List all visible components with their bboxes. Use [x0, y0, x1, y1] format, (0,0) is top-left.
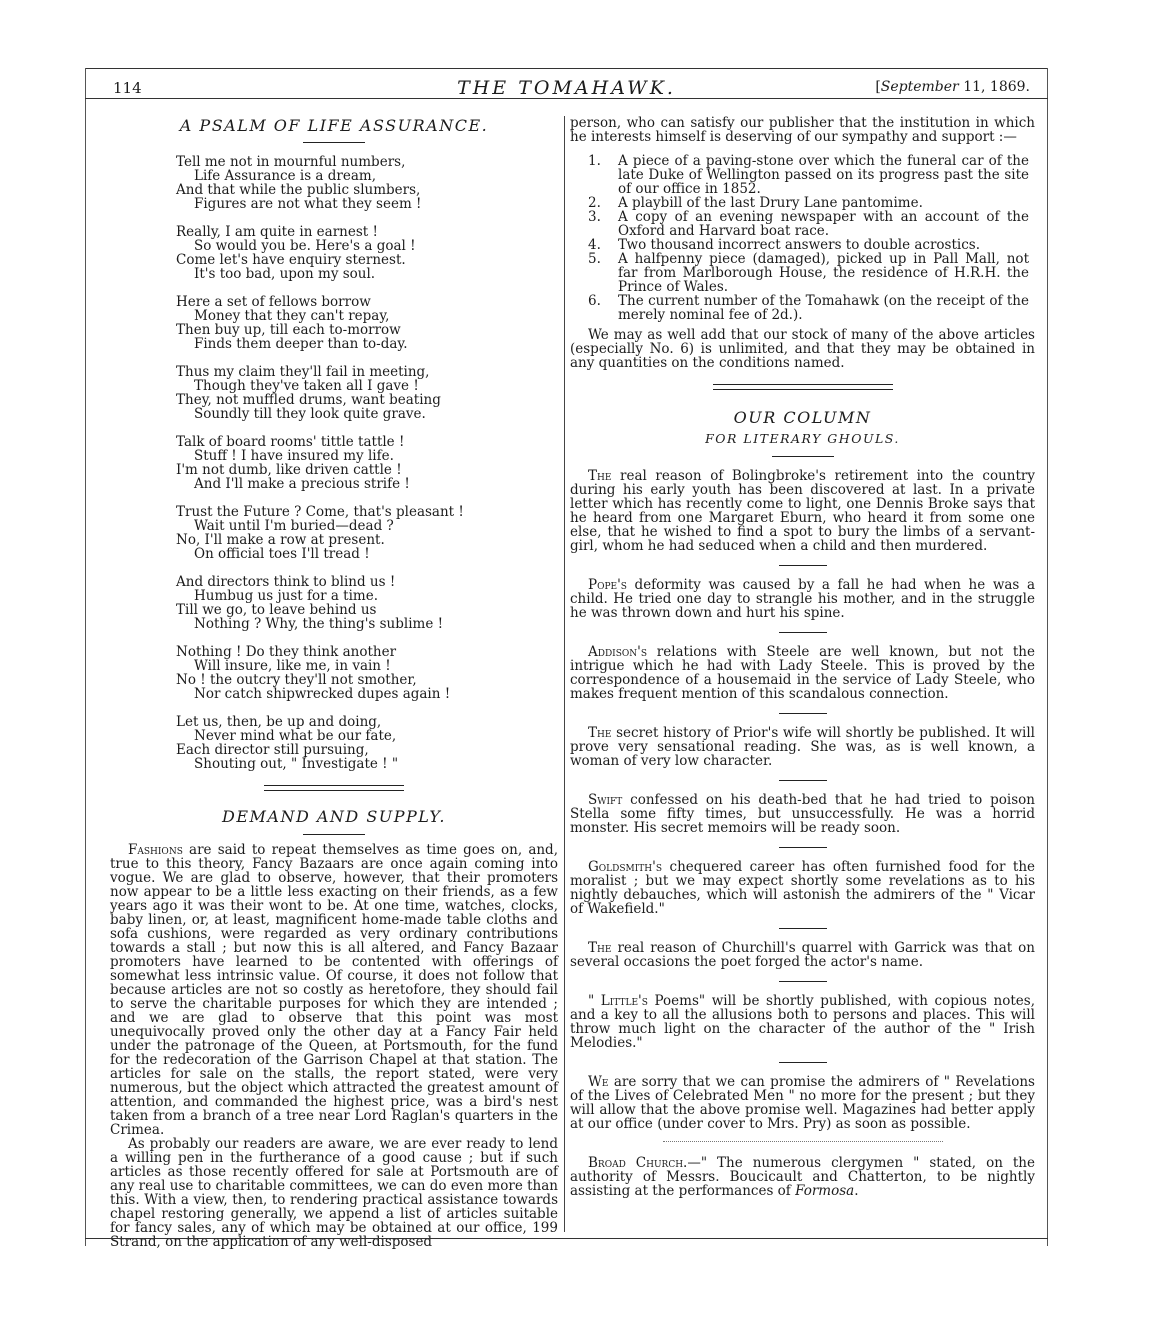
- item-lead: " Little's: [588, 993, 648, 1009]
- item-lead: The: [588, 725, 612, 741]
- page-header: [85, 68, 1048, 98]
- poem-line: On official toes I'll tread !: [194, 546, 370, 562]
- poem-stanza: [176, 645, 558, 701]
- poem-line: Each director still pursuing,: [176, 742, 369, 758]
- bottom-rule: [85, 1238, 1048, 1239]
- poem-line: Nothing ! Do they think another: [176, 644, 397, 660]
- ghoul-item: [570, 860, 1035, 916]
- item-rule: [779, 565, 827, 566]
- masthead: THE TOMAHAWK.: [457, 77, 676, 99]
- poem-line: Life Assurance is a dream,: [194, 168, 376, 184]
- poem-stanza: [176, 155, 558, 211]
- article-item: [570, 210, 1035, 238]
- newspaper-page: [85, 68, 1048, 1250]
- item-rule: [779, 928, 827, 929]
- poem-line: Will insure, like me, in vain !: [194, 658, 391, 674]
- poem-line: No ! the outcry they'll not smother,: [176, 672, 417, 688]
- poem-line: Tell me not in mournful numbers,: [176, 154, 406, 170]
- column-title: OUR COLUMN: [733, 408, 872, 427]
- article-item: [570, 238, 1035, 252]
- poem-line: Finds them deeper than to-day.: [194, 336, 408, 352]
- poem-line: Till we go, to leave behind us: [176, 602, 377, 618]
- poem-line: Let us, then, be up and doing,: [176, 714, 382, 730]
- article-text: A copy of an evening newspaper with an account of the Oxford and Harvard boat race.: [618, 209, 1029, 239]
- poem-line: Trust the Future ? Come, that's pleasant !: [176, 504, 464, 520]
- ghouls-items: [570, 469, 1035, 1131]
- item-lead: Goldsmith's: [588, 859, 663, 875]
- item-rule: [779, 847, 827, 848]
- double-rule: [264, 785, 404, 791]
- title-rule: [303, 142, 365, 143]
- title-rule: [772, 456, 834, 457]
- issue-date: [September 11, 1869.: [875, 79, 1030, 95]
- demand-paragraph-1: Fashions are said to repeat themselves as time goes on, and, true to this theory, Fancy Bazaars are once again coming into vogue. We are glad to observe, however, that their promoters now appear to be a little less exacting on their friends, as a few years ago it was their wont to be. At one time, watches, clocks, baby linen, or, at least, magnificent home-made table cloths and sofa cushions, were regarded as very ordinary contributions towards a stall ; but now this is all altered, and Fancy Bazaar promoters have learned to be contented with offerings of somewhat less intrinsic value. Of course, it does not follow that because articles are not so costly as heretofore, they should fail to serve the charitable purposes for which they are intended ; and we are glad to observe that this point was most unequivocally proved only the other day at a Fancy Fair held under the patronage of the Queen, at Portsmouth, for the fund for the redecoration of the Garrison Chapel at that station. The articles for sale on the stalls, the report stated, were very numerous, but the object which attracted the greatest amount of attention, and commanded the highest price, was a bird's nest taken from a branch of a tree near Lord Raglan's quarters in the Crimea.: [110, 842, 558, 1138]
- column-rule: [564, 116, 565, 1232]
- psalm-title: A PSALM OF LIFE ASSURANCE.: [179, 116, 489, 135]
- psalm-poem: [176, 155, 558, 771]
- poem-line: Soundly till they look quite grave.: [194, 406, 426, 422]
- poem-stanza: [176, 505, 558, 561]
- item-lead: Pope's: [588, 577, 627, 593]
- item-text: are sorry that we can promise the admirers of " Revelations of the Lives of Celebrated Men " no more for the present ; but they will allow that the above promise well. Magazines had better apply at our office (under cover to Mrs. Pry) as soon as possible.: [570, 1074, 1035, 1132]
- item-text: Poems" will be shortly published, with copious notes, and a key to all the allusions both to persons and places. This will throw much light on the character of the author of the " Irish Melodies.": [570, 993, 1035, 1051]
- item-text: real reason of Churchill's quarrel with Garrick was that on several occasions the poet forged the actor's name.: [570, 940, 1035, 970]
- poem-line: They, not muffled drums, want beating: [176, 392, 441, 408]
- poem-line: No, I'll make a row at present.: [176, 532, 385, 548]
- poem-stanza: [176, 575, 558, 631]
- double-rule: [713, 384, 893, 390]
- left-column: [110, 116, 558, 1249]
- broad-church-paragraph: Broad Church.—" The numerous clergymen " stated, on the authority of Messrs. Boucicault and Chatterton, to be nightly assisting at the performances of Formosa.: [570, 1155, 1035, 1199]
- item-text: real reason of Bolingbroke's retirement into the country during his early youth has been discovered at last. In a private letter which has recently come to light, one Dennis Broke says that he heard from one Margaret Eburn, who heard it from some one else, that he wished to find a spot to bury the limbs of a servant-girl, whom he had seduced when a child and then murdered.: [570, 468, 1035, 554]
- item-lead: We: [588, 1074, 609, 1090]
- articles-list: [570, 154, 1035, 322]
- poem-stanza: [176, 715, 558, 771]
- poem-line: Really, I am quite in earnest !: [176, 224, 378, 240]
- article-text: The current number of the Tomahawk (on the receipt of the merely nominal fee of 2d.).: [618, 293, 1029, 323]
- article-item: [570, 196, 1035, 210]
- item-text: relations with Steele are well known, but not the intrigue which he had with Lady Steele. This is proved by the correspondence of a housemaid in the service of Lady Steele, who makes frequent mention of this scandalous connection.: [570, 644, 1035, 702]
- ghoul-item: [570, 994, 1035, 1050]
- ghoul-item: [570, 578, 1035, 620]
- ghoul-item: [570, 793, 1035, 835]
- demand-title: DEMAND AND SUPPLY.: [222, 807, 446, 826]
- left-frame-rule: [85, 68, 86, 1246]
- ghoul-item: [570, 469, 1035, 553]
- poem-line: Money that they can't repay,: [194, 308, 390, 324]
- poem-stanza: [176, 365, 558, 421]
- item-lead: Swift: [588, 792, 623, 808]
- article-number: 2.: [588, 195, 601, 211]
- ghoul-item: [570, 726, 1035, 768]
- right-frame-rule: [1047, 68, 1048, 1246]
- item-text: confessed on his death-bed that he had tried to poison Stella some fifty times, but unsuccessfully. He was a horrid monster. His secret memoirs will be ready soon.: [570, 792, 1035, 836]
- poem-line: It's too bad, upon my soul.: [194, 266, 376, 282]
- poem-stanza: [176, 225, 558, 281]
- poem-line: Though they've taken all I gave !: [194, 378, 419, 394]
- item-rule: [779, 1062, 827, 1063]
- poem-line: Then buy up, till each to-morrow: [176, 322, 401, 338]
- article-item: [570, 294, 1035, 322]
- article-number: 1.: [588, 153, 601, 169]
- poem-line: Shouting out, " Investigate ! ": [194, 756, 399, 772]
- header-rule: [85, 98, 1048, 99]
- poem-line: Here a set of fellows borrow: [176, 294, 371, 310]
- poem-line: So would you be. Here's a goal !: [194, 238, 416, 254]
- poem-line: Figures are not what they seem !: [194, 196, 422, 212]
- poem-line: Talk of board rooms' tittle tattle !: [176, 434, 405, 450]
- poem-line: Nor catch shipwrecked dupes again !: [194, 686, 451, 702]
- item-lead: The: [588, 940, 612, 956]
- poem-line: Nothing ? Why, the thing's sublime !: [194, 616, 444, 632]
- poem-line: Thus my claim they'll fail in meeting,: [176, 364, 430, 380]
- item-rule: [779, 632, 827, 633]
- poem-line: And directors think to blind us !: [176, 574, 396, 590]
- title-rule: [303, 834, 365, 835]
- right-column: [570, 116, 1035, 1198]
- demand-paragraph-2: As probably our readers are aware, we are ever ready to lend a willing pen in the furtherance of a good cause ; but if such articles as those recently offered for sale at Portsmouth are of any real use to charitable committees, we can do even more than this. With a view, then, to rendering practical assistance towards chapel restoring generally, we append a list of articles suitable for fancy sales, any of which may be obtained at our office, 199 Strand, on the application of any well-disposed: [110, 1136, 558, 1250]
- article-item: [570, 252, 1035, 294]
- poem-stanza: [176, 295, 558, 351]
- article-number: 5.: [588, 251, 601, 267]
- item-lead: The: [588, 468, 612, 484]
- article-text: A playbill of the last Drury Lane pantomime.: [618, 195, 923, 211]
- dotted-rule: [663, 1141, 943, 1142]
- demand-paragraph-3: person, who can satisfy our publisher that the institution in which he interests himself is deserving of our sympathy and support :—: [570, 115, 1035, 145]
- poem-line: I'm not dumb, like driven cattle !: [176, 462, 402, 478]
- ghoul-item: [570, 1075, 1035, 1131]
- poem-line: Never mind what be our fate,: [194, 728, 397, 744]
- ghoul-item: [570, 941, 1035, 969]
- item-text: chequered career has often furnished food for the moralist ; but we may expect shortly some revelations as to his nightly debauches, which will astonish the admirers of the " Vicar of Wakefield.": [570, 859, 1035, 917]
- article-number: 3.: [588, 209, 601, 225]
- item-rule: [779, 713, 827, 714]
- item-rule: [779, 780, 827, 781]
- item-text: secret history of Prior's wife will shortly be published. It will prove very sensational reading. She was, as is well known, a woman of very low character.: [570, 725, 1035, 769]
- ghoul-item: [570, 645, 1035, 701]
- article-text: A piece of a paving-stone over which the funeral car of the late Duke of Wellington passed on its progress past the site of our office in 1852.: [618, 153, 1029, 197]
- article-number: 4.: [588, 237, 601, 253]
- item-text: deformity was caused by a fall he had when he was a child. He tried one day to strangle his mother, and in the struggle he was thrown down and hurt his spine.: [570, 577, 1035, 621]
- page-number: 114: [113, 79, 142, 97]
- item-rule: [779, 981, 827, 982]
- poem-line: Humbug us just for a time.: [194, 588, 379, 604]
- article-text: A halfpenny piece (damaged), picked up in Pall Mall, not far from Marlborough House, the residence of H.R.H. the Prince of Wales.: [618, 251, 1029, 295]
- poem-stanza: [176, 435, 558, 491]
- article-text: Two thousand incorrect answers to double acrostics.: [618, 237, 980, 253]
- poem-line: Wait until I'm buried—dead ?: [194, 518, 394, 534]
- column-subtitle: FOR LITERARY GHOULS.: [705, 431, 900, 446]
- article-number: 6.: [588, 293, 601, 309]
- demand-paragraph-4: We may as well add that our stock of many of the above articles (especially No. 6) is unlimited, and that they may be obtained in any quantities on the conditions named.: [570, 327, 1035, 371]
- poem-line: And I'll make a precious strife !: [194, 476, 410, 492]
- item-lead: Addison's: [588, 644, 648, 660]
- poem-line: Come let's have enquiry sternest.: [176, 252, 406, 268]
- article-item: [570, 154, 1035, 196]
- poem-line: Stuff ! I have insured my life.: [194, 448, 394, 464]
- poem-line: And that while the public slumbers,: [176, 182, 421, 198]
